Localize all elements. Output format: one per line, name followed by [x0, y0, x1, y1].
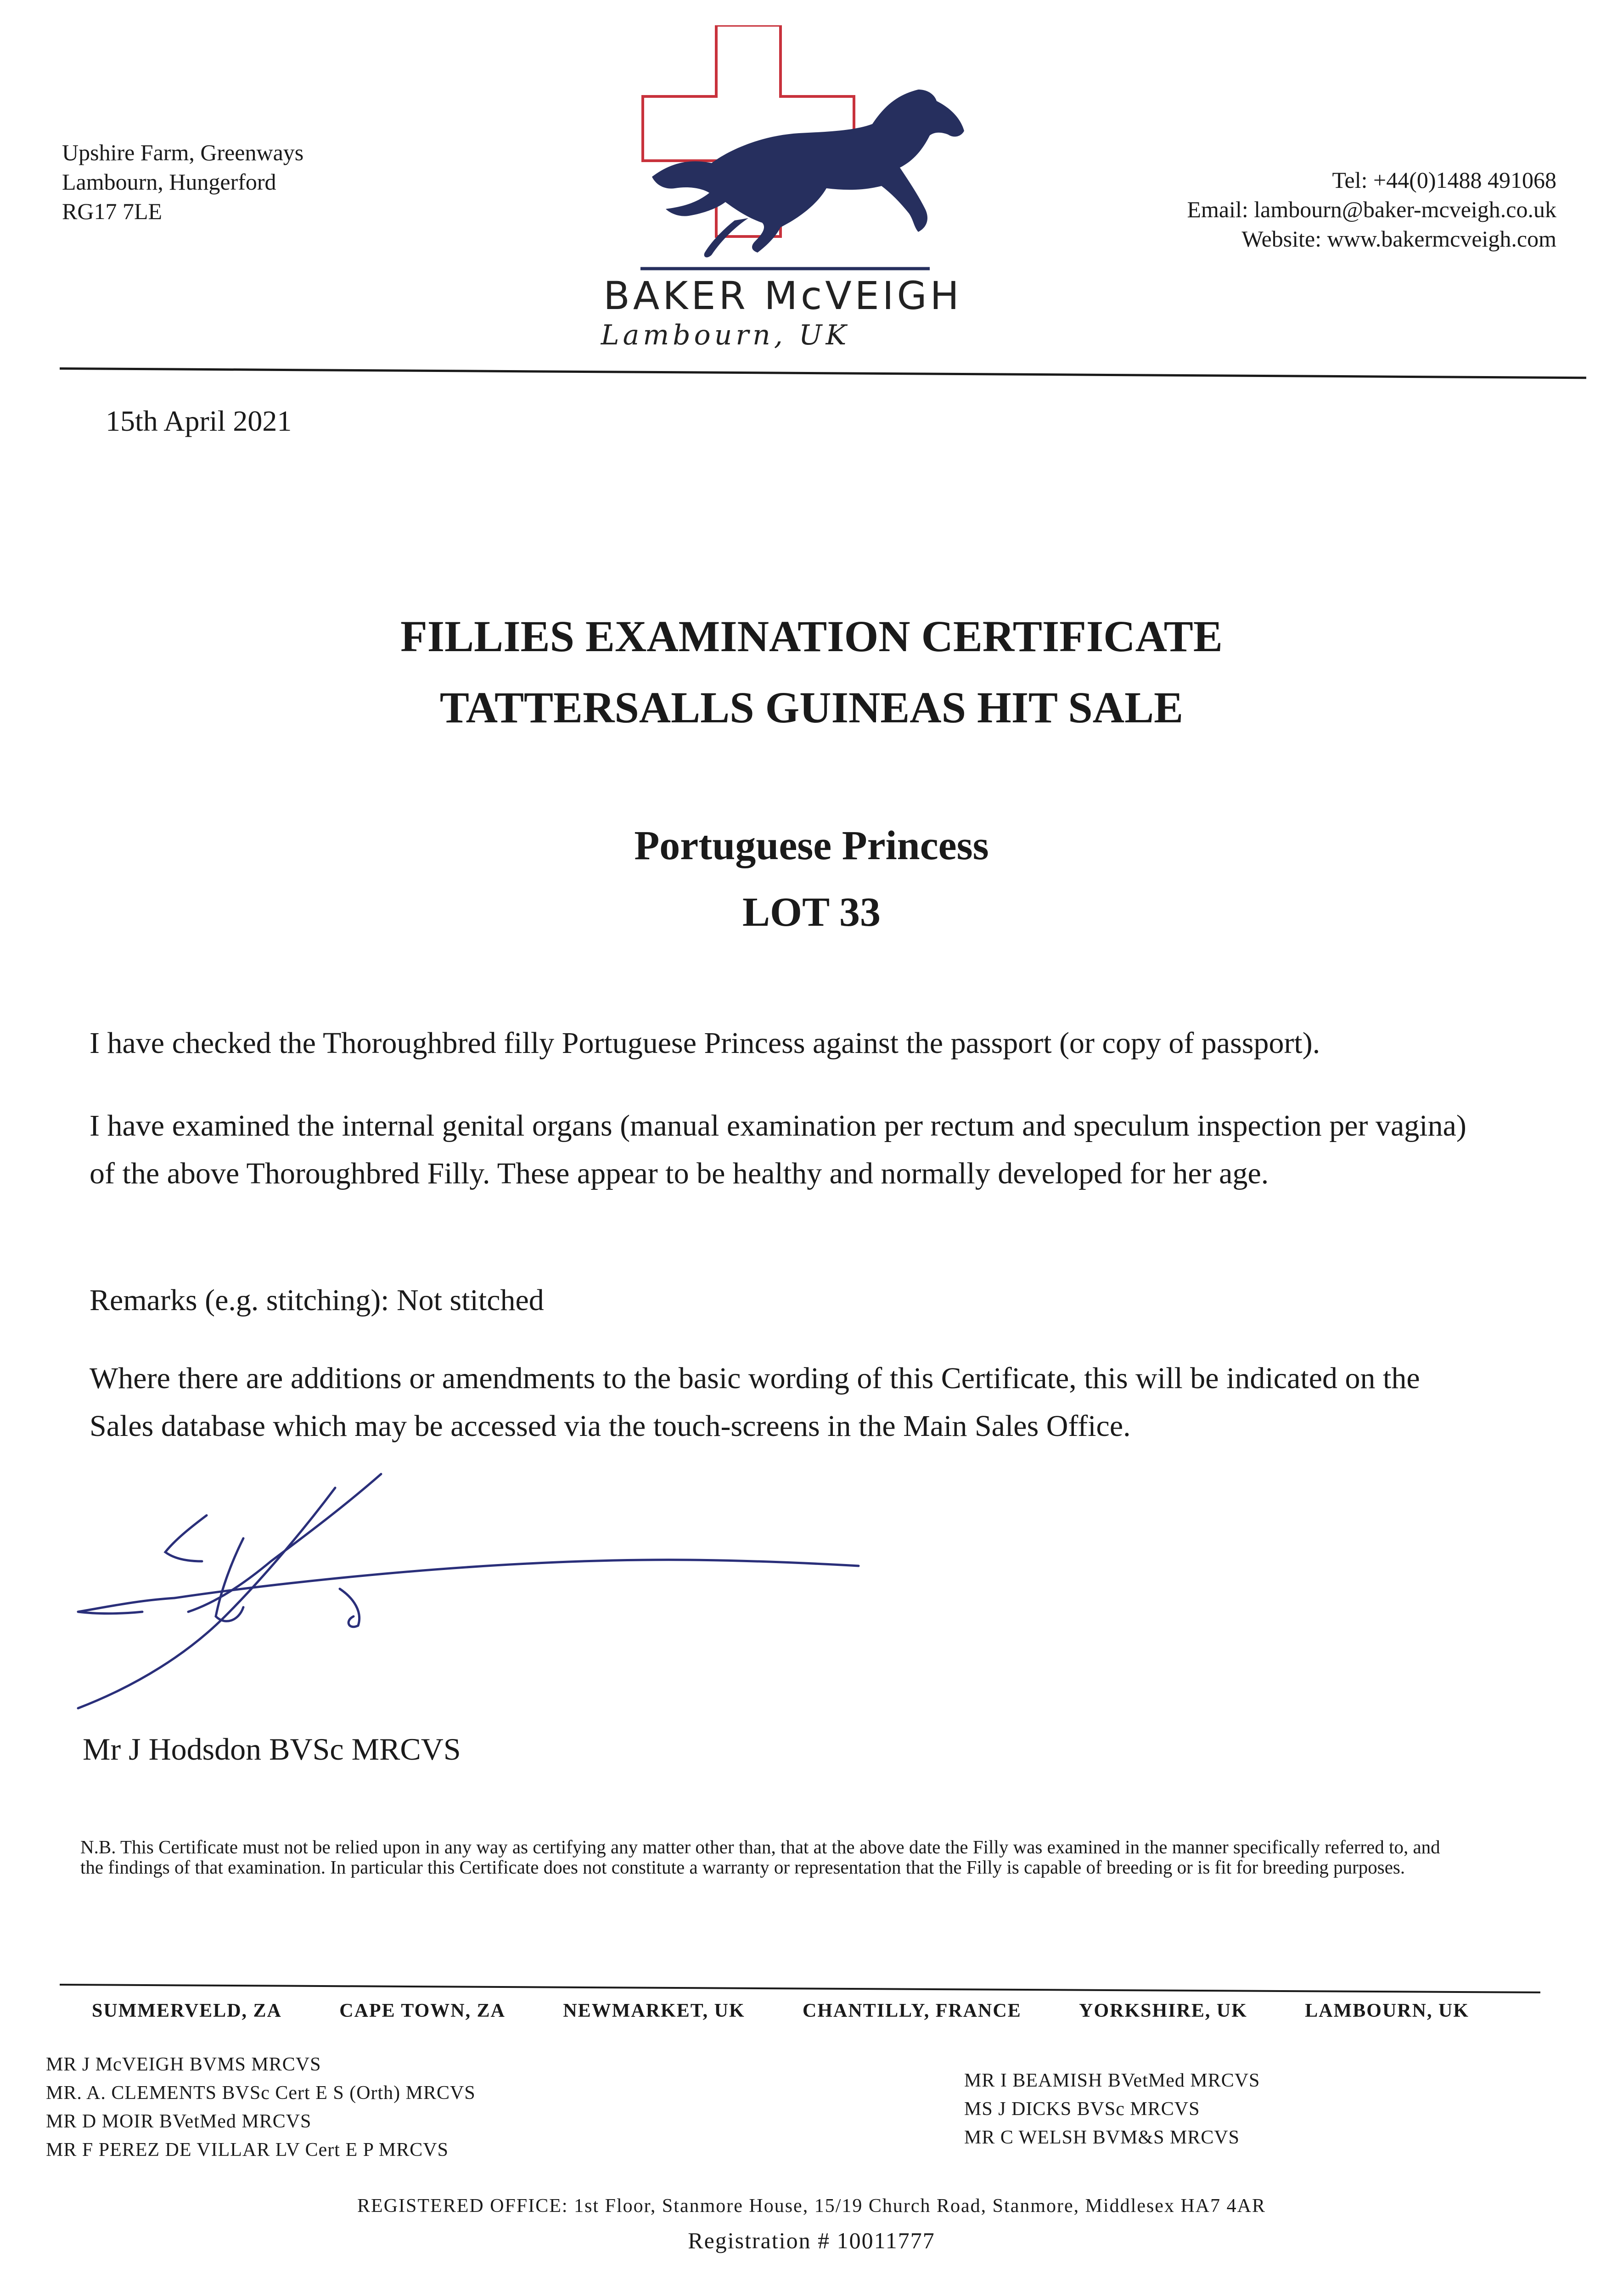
footer-divider — [60, 1984, 1540, 1993]
sale-title: TATTERSALLS GUINEAS HIT SALE — [439, 683, 1184, 732]
address-line: Upshire Farm, Greenways — [62, 140, 304, 165]
contact-details — [1187, 165, 1556, 253]
office-chantilly: CHANTILLY, FRANCE — [803, 2000, 1022, 2021]
brand-location: Lambourn, UK — [601, 319, 850, 351]
certificate-title: FILLIES EXAMINATION CERTIFICATE — [400, 612, 1223, 661]
signer-name: Mr J Hodsdon BVSc MRCVS — [83, 1732, 461, 1767]
vets-list-right — [964, 2066, 1260, 2152]
sender-address — [62, 138, 303, 226]
phone-line: Tel: +44(0)1488 491068 — [1332, 167, 1556, 193]
vet-name: MR I BEAMISH BVetMed MRCVS — [964, 2070, 1260, 2091]
vet-name: MR D MOIR BVetMed MRCVS — [46, 2111, 312, 2132]
office-newmarket: NEWMARKET, UK — [563, 2000, 745, 2021]
disclaimer-note: N.B. This Certificate must not be relied upon in any way as certifying any matter other than, that at the above date the Filly was examined in the manner specifically referred to, and the findings of that examination. In particular this Certificate does not constitute a warranty or representation that the Filly is capable of breeding or is fit for breeding purposes. — [80, 1836, 1440, 1878]
vet-signature — [69, 1460, 895, 1717]
letter-date: 15th April 2021 — [106, 405, 292, 437]
office-summerveld: SUMMERVELD, ZA — [92, 2000, 282, 2021]
horse-name: Portuguese Princess — [634, 823, 989, 868]
vet-name: MR. A. CLEMENTS BVSc Cert E S (Orth) MRCVS — [46, 2082, 476, 2104]
brand-name: BAKER McVEIGH — [603, 273, 962, 318]
office-lambourn: LAMBOURN, UK — [1305, 2000, 1469, 2021]
vet-name: MR J McVEIGH BVMS MRCVS — [46, 2054, 321, 2075]
website-line: Website: www.bakermcveigh.com — [1241, 226, 1556, 252]
remarks-paragraph: Remarks (e.g. stitching): Not stitched — [90, 1283, 544, 1317]
vet-name: MR F PEREZ DE VILLAR LV Cert E P MRCVS — [46, 2139, 449, 2161]
vet-name: MR C WELSH BVM&S MRCVS — [964, 2127, 1240, 2148]
amendments-paragraph: Where there are additions or amendments to the basic wording of this Certificate, this will be indicated on the Sales database which may be accessed via the touch-screens in the Main Sales Office. — [90, 1362, 1420, 1443]
vets-list-left — [46, 2050, 476, 2164]
horse-icon — [652, 90, 964, 257]
passport-check-paragraph: I have checked the Thoroughbred filly Portuguese Princess against the passport (or copy of passport). — [90, 1026, 1320, 1060]
header-divider — [60, 367, 1586, 379]
office-cape-town: CAPE TOWN, ZA — [339, 2000, 505, 2021]
vet-name: MS J DICKS BVSc MRCVS — [964, 2099, 1200, 2120]
email-line: Email: lambourn@baker-mcveigh.co.uk — [1187, 197, 1556, 222]
address-line: Lambourn, Hungerford — [62, 169, 276, 195]
examination-paragraph: I have examined the internal genital organs (manual examination per rectum and speculum inspection per vagina) of the above Thoroughbred Filly. These appear to be healthy and normally developed for her age. — [90, 1109, 1466, 1190]
lot-number: LOT 33 — [742, 889, 881, 935]
office-locations — [92, 2000, 1469, 2022]
registered-office: REGISTERED OFFICE: 1st Floor, Stanmore House, 15/19 Church Road, Stanmore, Middlesex HA7 4AR — [357, 2195, 1266, 2217]
office-yorkshire: YORKSHIRE, UK — [1079, 2000, 1247, 2021]
registration-number: Registration # 10011777 — [688, 2228, 935, 2253]
address-line: RG17 7LE — [62, 198, 163, 224]
baker-mcveigh-logo — [597, 25, 964, 276]
